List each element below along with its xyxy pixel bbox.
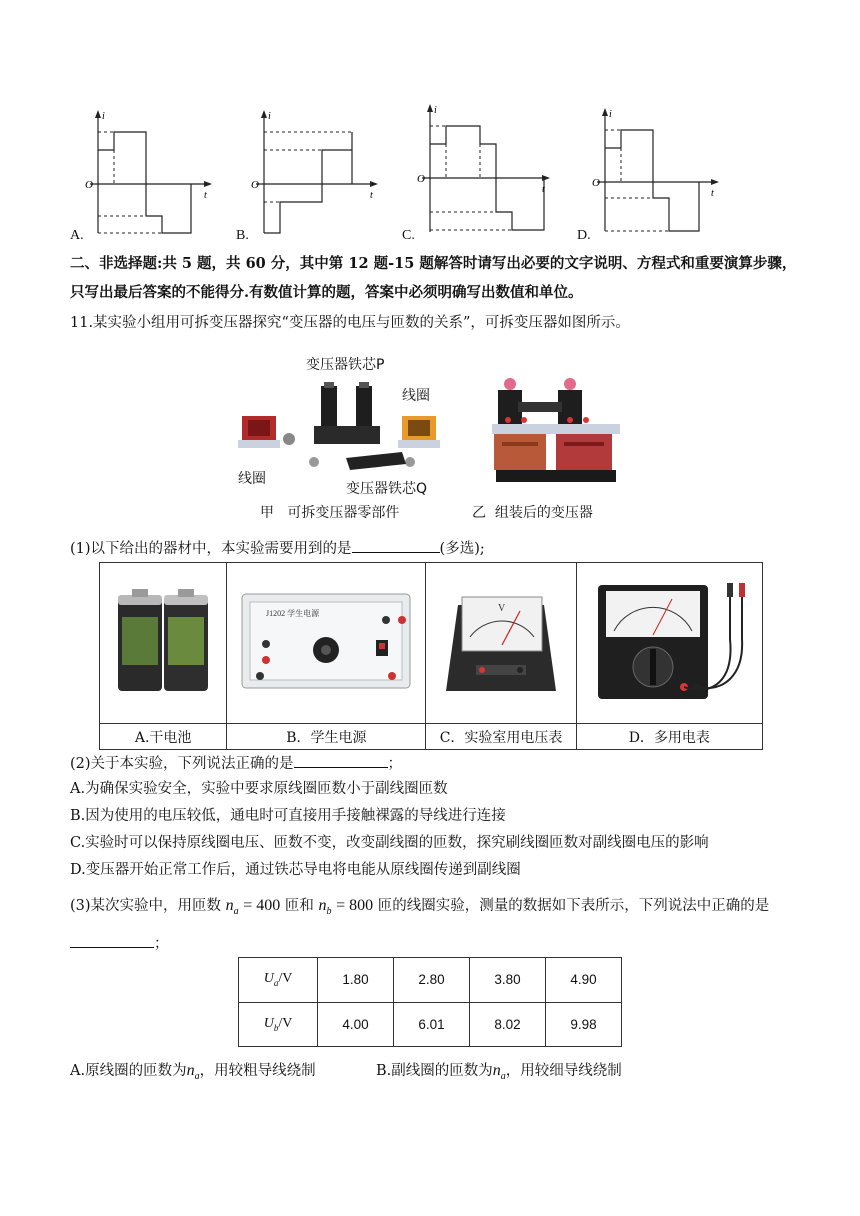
core-q-image xyxy=(346,452,406,470)
graph-d-axis-i: i xyxy=(609,109,612,120)
q11-part3-option-a-prefix: A.原线圈的匝数为 xyxy=(70,1063,187,1079)
graph-d-axis-t: t xyxy=(711,188,714,199)
row-header-ua: $U_a/V$ xyxy=(239,958,318,1003)
measurement-table xyxy=(238,957,622,1047)
equipment-d-image-cell xyxy=(576,563,762,724)
ub-cell-1: 4.00 xyxy=(318,1002,394,1047)
graph-c-label: C. xyxy=(402,228,415,243)
q11-part3-option-b xyxy=(376,1061,622,1087)
label-coil-left: 线圈 xyxy=(238,471,266,487)
q11-part3-option-a xyxy=(70,1061,316,1087)
n-b-expr: = 800 xyxy=(336,897,374,914)
q11-part2 xyxy=(70,752,402,774)
n-a-symbol-option-a: $n_a$ xyxy=(186,1062,200,1083)
row-header-ub: $U_b/V$ xyxy=(239,1002,318,1047)
graph-options xyxy=(0,100,860,250)
q11-part1-blank[interactable] xyxy=(352,537,440,553)
table-row xyxy=(239,1002,622,1047)
equipment-c-image-cell xyxy=(426,563,576,724)
q11-part2-suffix: ； xyxy=(387,756,403,772)
equipment-a-image-cell xyxy=(100,563,227,724)
graph-a-axis-t: t xyxy=(204,190,207,201)
graph-a-origin: O xyxy=(85,179,93,191)
ub-cell-4: 9.98 xyxy=(546,1002,622,1047)
n-a-symbol: $n_a$ xyxy=(225,897,239,918)
table-row xyxy=(239,958,622,1003)
q11-part3-answer-line xyxy=(70,932,169,954)
label-core-q: 变压器铁芯Q xyxy=(346,481,428,497)
q11-part3-mid2: 匝的线圈实验，测量的数据如下表所示，下列说法中正确的是 xyxy=(377,898,770,914)
q11-part1-prefix: (1)以下给出的器材中，本实验需要用到的是 xyxy=(70,541,352,557)
graph-a-label: A. xyxy=(70,228,84,243)
q11-intro: 11.某实验小组用可拆变压器探究“变压器的电压与匝数的关系”，可拆变压器如图所示。 xyxy=(70,315,630,331)
graph-b-axis-t: t xyxy=(370,190,373,201)
coil-left-image xyxy=(238,416,280,448)
multimeter-icon xyxy=(584,579,754,704)
assembled-transformer-image xyxy=(492,378,620,482)
ua-cell-4: 4.90 xyxy=(546,958,622,1003)
graph-c-axis-i: i xyxy=(434,105,437,116)
graph-b-axis-i: i xyxy=(268,111,271,122)
graph-a-axis-i: i xyxy=(102,111,105,122)
graph-b-label: B. xyxy=(236,228,249,243)
label-coil-right: 线圈 xyxy=(402,388,430,404)
q11-part3-blank[interactable] xyxy=(70,932,154,948)
row-header-ua-unit: /V xyxy=(278,971,293,987)
equipment-b-image-cell xyxy=(227,563,426,724)
graph-b-origin: O xyxy=(251,179,259,191)
graph-c-axis-t: t xyxy=(542,184,545,195)
q11-part3 xyxy=(70,896,769,922)
section-heading-line1: 二、非选择题:共 5 题，共 60 分，其中第 12 题-15 题解答时请写出必要的文字说明、方程式和重要演算步骤， xyxy=(70,255,797,272)
q11-part3-option-b-suffix: ，用较细导线绕制 xyxy=(505,1063,622,1079)
n-a-symbol-option-b: $n_a$ xyxy=(492,1062,506,1083)
q11-part2-option-a: A.为确保实验安全，实验中要求原线圈匝数小于副线圈匝数 xyxy=(70,781,448,797)
ua-cell-2: 2.80 xyxy=(394,958,470,1003)
q11-part3-suffix: ； xyxy=(154,936,169,952)
q11-part2-blank[interactable] xyxy=(294,752,388,768)
graph-d-origin: O xyxy=(592,177,600,189)
q11-part2-option-d: D.变压器开始正常工作后，通过铁芯导电将电能从原线圈传递到副线圈 xyxy=(70,862,521,878)
ub-cell-2: 6.01 xyxy=(394,1002,470,1047)
coil-right-image xyxy=(398,416,440,448)
transformer-figure-art xyxy=(226,340,636,525)
q11-part2-option-b: B.因为使用的电压较低，通电时可直接用手接触裸露的导线进行连接 xyxy=(70,808,506,824)
q11-part2-option-c: C.实验时可以保持原线圈电压、匝数不变，改变副线圈的匝数，探究刷线圈匝数对副线圈电压的影响 xyxy=(70,835,709,851)
equipment-d-label: D．多用电表 xyxy=(576,724,762,750)
q11-part3-mid1: 匝和 xyxy=(284,898,314,914)
label-core-p: 变压器铁芯P xyxy=(306,357,385,373)
q11-part3-option-b-prefix: B.副线圈的匝数为 xyxy=(376,1063,493,1079)
equipment-b-label: B．学生电源 xyxy=(227,724,426,750)
student-power-supply-icon xyxy=(236,586,416,696)
core-p-image xyxy=(314,382,380,444)
q11-part2-prefix: (2)关于本实验，下列说法正确的是 xyxy=(70,756,294,772)
equipment-a-label: A.干电池 xyxy=(100,724,227,750)
q11-part1-suffix: (多选); xyxy=(439,541,485,557)
q11-part3-option-a-suffix: ，用较粗导线绕制 xyxy=(199,1063,316,1079)
equipment-table xyxy=(99,562,763,750)
power-supply-panel-title: J1202 学生电源 xyxy=(266,609,320,618)
q11-part3-prefix: (3)某次实验中，用匝数 xyxy=(70,898,222,914)
caption-right: 乙 组装后的变压器 xyxy=(472,505,593,521)
graph-c-origin: O xyxy=(417,173,425,185)
graph-d-label: D. xyxy=(577,228,591,243)
voltmeter-icon xyxy=(436,581,566,701)
ua-cell-3: 3.80 xyxy=(470,958,546,1003)
ua-cell-1: 1.80 xyxy=(318,958,394,1003)
q11-part1 xyxy=(70,537,485,559)
graph-c xyxy=(408,102,558,236)
battery-icon xyxy=(108,581,218,701)
graph-a xyxy=(76,108,216,238)
graph-d xyxy=(583,106,723,236)
row-header-ub-unit: /V xyxy=(278,1015,293,1031)
voltmeter-symbol: V xyxy=(498,603,506,614)
n-a-expr: = 400 xyxy=(243,897,281,914)
transformer-figure xyxy=(226,340,636,525)
graph-b xyxy=(242,108,382,238)
n-b-symbol: $n_b$ xyxy=(318,897,332,918)
caption-left: 甲 可拆变压器零部件 xyxy=(260,505,400,521)
ub-cell-3: 8.02 xyxy=(470,1002,546,1047)
equipment-c-label: C．实验室用电压表 xyxy=(426,724,576,750)
section-heading-line2: 只写出最后答案的不能得分.有数值计算的题，答案中必须明确写出数值和单位。 xyxy=(70,284,583,301)
